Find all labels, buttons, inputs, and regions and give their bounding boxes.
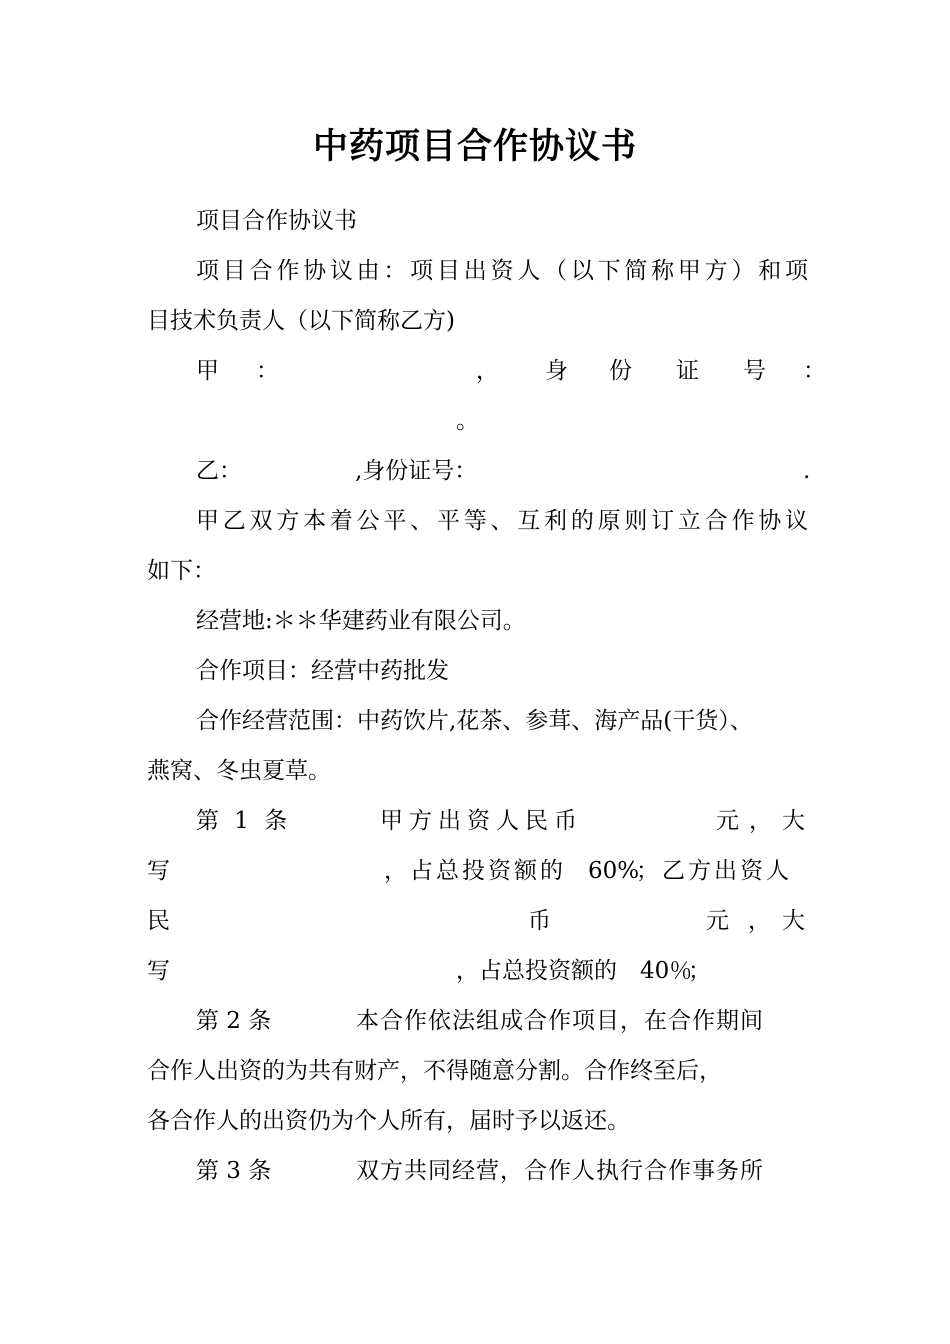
article-1-line4-c: ； <box>688 958 711 984</box>
cooperation-project: 合作项目：经营中药批发 <box>196 658 449 684</box>
article-2-heading: 第 2 条 <box>196 1008 272 1034</box>
article-1-line4-a: 写 <box>147 958 170 984</box>
party-b-end-mark: . <box>803 458 811 484</box>
article-1-line3-b: 币 <box>528 908 551 934</box>
article-1-line3-d: ， <box>748 908 771 934</box>
article-1-line4-pct: 40％ <box>640 958 693 984</box>
article-1-heading: 第 1 条 <box>196 808 292 834</box>
party-a-comma: ， <box>476 358 499 384</box>
article-1-text-1: 甲方出资人民币 <box>380 808 583 834</box>
party-b-id-label: ,身份证号： <box>355 458 478 484</box>
article-1-line3-c: 元 <box>706 908 729 934</box>
article-1-text-3: 大 <box>782 808 805 834</box>
principle-line-2: 如下： <box>147 558 216 584</box>
id-char-2: 份 <box>609 358 632 384</box>
article-1-line2-a: 写 <box>147 858 170 884</box>
intro-line-1: 项目合作协议由：项目出资人（以下简称甲方）和项 <box>196 258 808 284</box>
article-1-line3-a: 民 <box>147 908 170 934</box>
article-1-text-2: 元， <box>716 808 782 834</box>
id-char-3: 证 <box>676 358 699 384</box>
subtitle: 项目合作协议书 <box>196 208 357 234</box>
article-1-line3-e: 大 <box>782 908 805 934</box>
id-char-1: 身 <box>545 358 568 384</box>
article-3-line-1: 双方共同经营，合作人执行合作事务所 <box>356 1158 764 1184</box>
article-1-line2-b: ，占总投资额的 <box>384 858 566 884</box>
business-place: 经营地:＊＊华建药业有限公司。 <box>196 608 526 634</box>
article-2-line-1: 本合作依法组成合作项目，在合作期间 <box>356 1008 764 1034</box>
article-1-line4-b: ，占总投资额的 <box>456 958 617 984</box>
document-title: 中药项目合作协议书 <box>312 126 637 167</box>
party-b-label: 乙： <box>196 458 242 484</box>
scope-line-2: 燕窝、冬虫夏草。 <box>147 758 331 784</box>
article-2-line-3: 各合作人的出资仍为个人所有，届时予以返还。 <box>147 1108 630 1134</box>
article-2-line-2: 合作人出资的为共有财产，不得随意分割。合作终至后， <box>147 1058 722 1084</box>
principle-line-1: 甲乙双方本着公平、平等、互利的原则订立合作协议 <box>196 508 808 534</box>
article-1-line2-c: ；乙方出资人 <box>636 858 792 884</box>
intro-line-2: 目技术负责人（以下简称乙方) <box>147 308 455 334</box>
party-a-colon: ： <box>256 358 279 384</box>
party-a-end-mark: 。 <box>456 408 479 434</box>
article-1-line2-pct: 60% <box>588 858 640 884</box>
id-char-4: 号 <box>743 358 766 384</box>
scope-line-1: 合作经营范围：中药饮片,花茶、参茸、海产品(干货）、 <box>196 708 753 734</box>
article-3-heading: 第 3 条 <box>196 1158 272 1184</box>
party-a-label: 甲 <box>196 358 219 384</box>
id-colon: ： <box>803 358 826 384</box>
